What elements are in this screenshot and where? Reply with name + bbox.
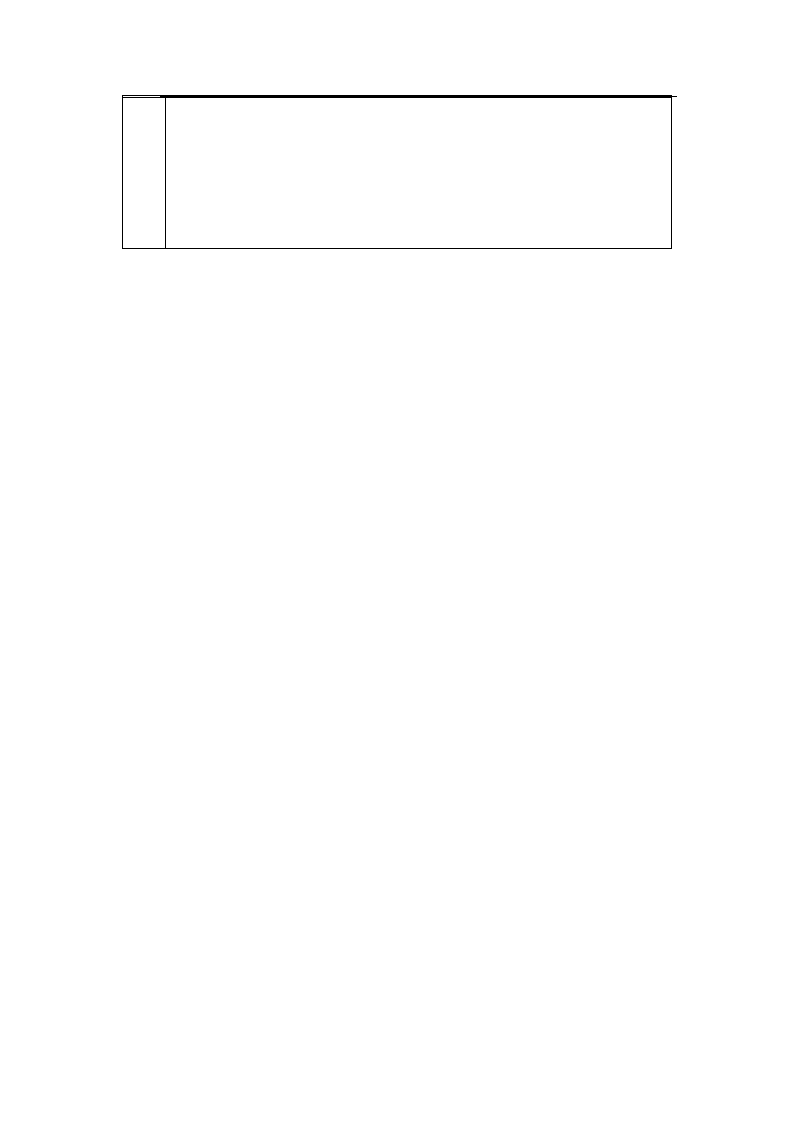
vocabulary-table [122,95,672,249]
reading-label-cell [123,98,166,249]
table-row-reading [123,98,672,249]
reading-vocab-label [123,98,165,248]
reading-cell [166,98,672,249]
